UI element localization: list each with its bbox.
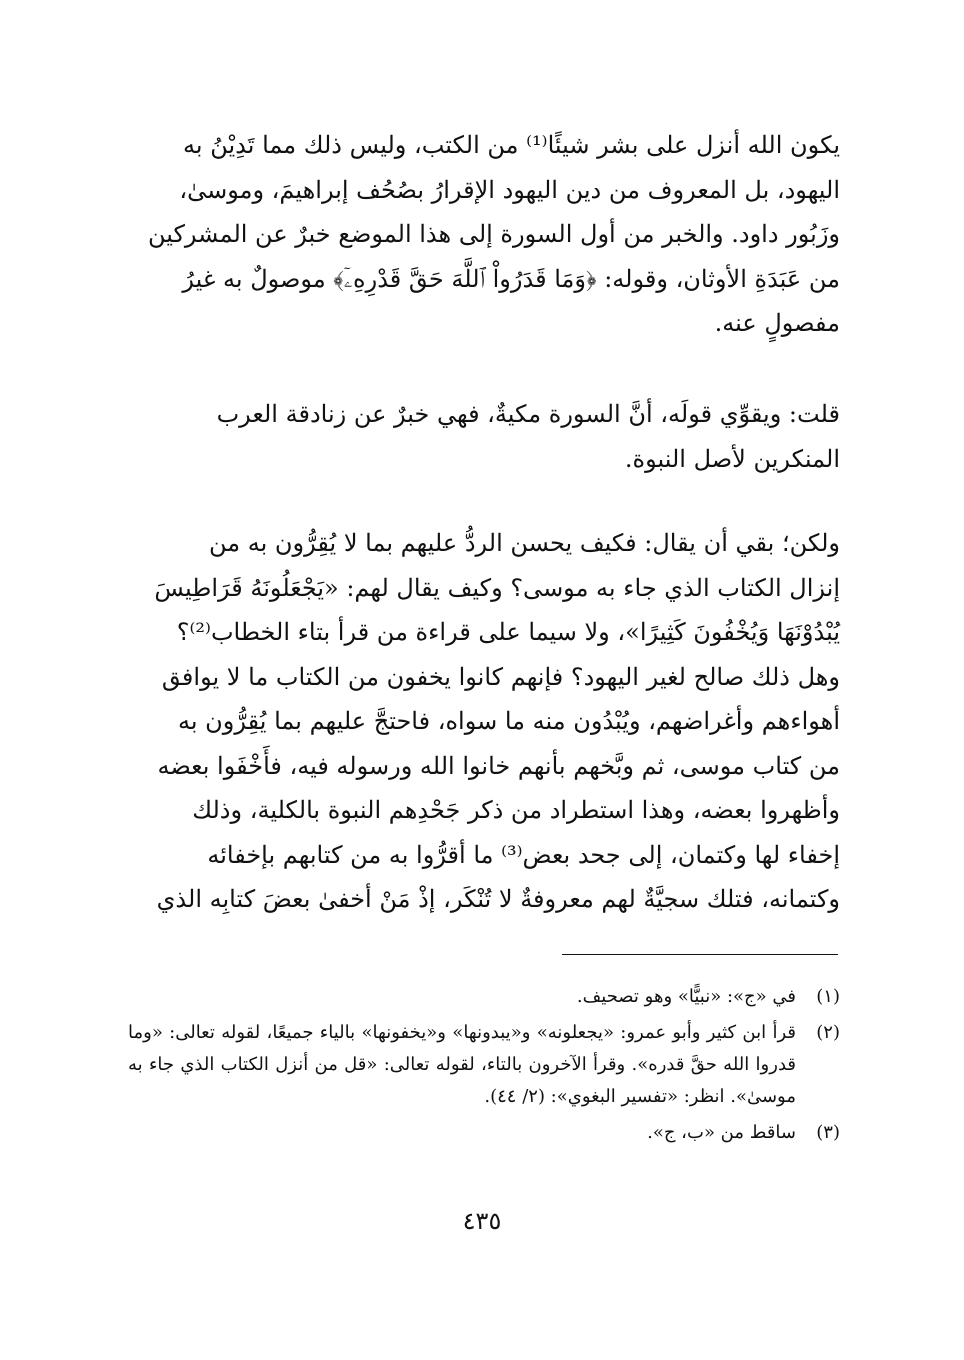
text-line: إنزال الكتاب الذي جاء به موسى؟ وكيف يقال لهم: «يَجْعَلُونَهُ قَرَاطِيسَ — [154, 573, 840, 602]
text-line: وأظهروا بعضه، وهذا استطراد من ذكر جَحْدِهم النبوة بالكلية، وذلك — [192, 796, 840, 824]
text-line: المنكرين لأصل النبوة. — [624, 444, 840, 473]
footnote-text: قرأ ابن كثير وأبو عمرو: «يجعلونه» و«يبدونها» و«يخفونها» بالياء جميعًا، لقوله تعالى: «وما قدروا الله حقَّ قدره». وقرأ الآخرون بالتاء، لقوله تعالى: «قل من أنزل الكتاب الذي جاء به موسىٰ». انظر: «تفسير البغوي»: (٢/ ٤٤). — [128, 1022, 796, 1107]
footnote-number: (٢) — [816, 1022, 840, 1043]
text-line: مفصولٍ عنه. — [714, 309, 840, 337]
text-line: وزَبُور داود. والخبر من أول السورة إلى هذا الموضع خبرٌ عن المشركين — [147, 220, 840, 248]
text-line: وهل ذلك صالح لغير اليهود؟ فإنهم كانوا يخفون من الكتاب ما لا يوافق — [161, 662, 840, 691]
text-line: اليهود، بل المعروف من دين اليهود الإقرارُ بصُحُف إبراهيمَ، وموسىٰ، — [179, 175, 840, 204]
text-line: ولكن؛ بقي أن يقال: فكيف يحسن الردُّ عليهم بما لا يُقِرُّون به من — [209, 529, 840, 557]
footnote-3 — [128, 1117, 840, 1149]
footnotes — [128, 981, 840, 1149]
footnote-divider — [562, 954, 838, 955]
text-line: إخفاء لها وكتمان، إلى جحد بعض⁽³⁾ ما أقرُّوا به من كتابهم بإخفائه — [207, 840, 840, 869]
footnote-2 — [128, 1017, 840, 1113]
text-line: قلت: ويقوِّي قولَه، أنَّ السورة مكيةٌ، فهي خبرٌ عن زنادقة العرب — [216, 400, 840, 428]
footnote-text: ساقط من «ب، ج». — [647, 1122, 796, 1143]
text-line: من عَبَدَةِ الأوثان، وقوله: ﴿وَمَا قَدَرُواْ ٱللَّهَ حَقَّ قَدْرِهِۦٓ﴾ موصولٌ به غيرُ — [182, 264, 840, 293]
page-number: ٤٣٥ — [462, 1207, 502, 1235]
paragraph-2 — [128, 392, 840, 481]
paragraph-1 — [128, 123, 840, 346]
text-line: يُبْدُوْنَهَا وَيُخْفُونَ كَثِيرًا»، ولا سيما على قراءة من قرأ بتاء الخطاب⁽²⁾؟ — [176, 618, 840, 646]
footnote-number: (١) — [816, 986, 840, 1007]
text-line: أهواءهم وأغراضهم، ويُبْدُون منه ما سواه، فاحتجَّ عليهم بما يُقِرُّون به — [177, 707, 840, 735]
footnote-1 — [128, 981, 840, 1013]
paragraph-3 — [128, 521, 840, 922]
footnote-text: في «ج»: «نبيًّا» وهو تصحيف. — [576, 986, 796, 1007]
text-line: وكتمانه، فتلك سجيَّةٌ لهم معروفةٌ لا تُنْكَر، إذْ مَنْ أخفىٰ بعضَ كتابِه الذي — [156, 885, 840, 913]
text-line: من كتاب موسى، ثم وبَّخهم بأنهم خانوا الله ورسوله فيه، فأَخْفَوا بعضه — [157, 751, 840, 780]
text-line: يكون الله أنزل على بشر شيئًا⁽¹⁾ من الكتب، وليس ذلك مما تَدِيْنُ به — [183, 131, 840, 159]
footnote-number: (٣) — [816, 1122, 840, 1143]
